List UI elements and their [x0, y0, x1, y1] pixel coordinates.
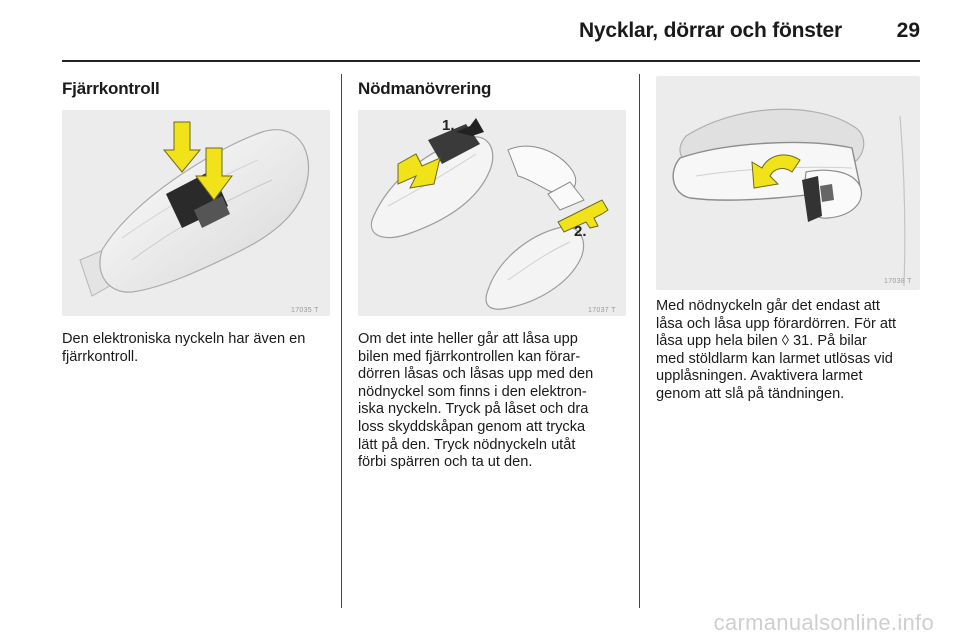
step-label-2: 2. [574, 223, 587, 240]
header-rule [62, 60, 920, 62]
section-heading-remote: Fjärrkontroll [62, 79, 160, 98]
text-line: fjärrkontroll. [62, 348, 139, 365]
remote-key-icon [62, 110, 330, 316]
text-line: Den elektroniska nyckeln har även en [62, 331, 306, 347]
text-line: med stöldlarm kan larmet utlösas vid [656, 350, 893, 367]
door-handle-figure [656, 76, 920, 290]
text-line: genom att slå på tändningen. [656, 385, 845, 402]
column-divider-2 [639, 74, 640, 608]
text-line: låsa och låsa upp förardörren. För att [656, 315, 897, 332]
text-line: Med nödnyckeln går det endast att [656, 298, 880, 314]
text-line: bilen med fjärrkontrollen kan förar- [358, 348, 581, 365]
door-handle-icon [656, 76, 920, 290]
section-heading-emergency: Nödmanövrering [358, 79, 492, 98]
emergency-key-icon [358, 110, 626, 316]
text-line: förbi spärren och ta ut den. [358, 454, 533, 471]
text-line: nödnyckel som finns i den elektron- [358, 383, 587, 400]
page-number: 29 [896, 19, 920, 42]
remote-key-figure [62, 110, 330, 316]
step-label-1: 1. [442, 117, 455, 134]
column-divider-1 [341, 74, 342, 608]
text-line: låsa upp hela bilen ◊ 31. På bilar [656, 333, 867, 350]
page-title: Nycklar, dörrar och fönster [578, 19, 842, 42]
watermark: carmanualsonline.info [713, 610, 934, 635]
figure-code: 17035 T [291, 307, 319, 314]
text-line: Om det inte heller går att låsa upp [358, 331, 578, 347]
text-line: upplåsningen. Avaktivera larmet [656, 368, 863, 385]
page-header [0, 0, 960, 62]
remote-description [62, 331, 334, 366]
figure-code: 17038 T [884, 278, 912, 285]
emergency-description [358, 331, 630, 472]
text-line: dörren låsas och låsas upp med den [358, 366, 594, 383]
text-line: loss skyddskåpan genom att trycka [358, 418, 586, 435]
emergency-key-figure [358, 110, 626, 316]
door-lock-description [656, 298, 928, 404]
text-line: lätt på den. Tryck nödnyckeln utåt [358, 436, 576, 453]
text-line: iska nyckeln. Tryck på låset och dra [358, 401, 589, 418]
figure-code: 17037 T [588, 307, 616, 314]
